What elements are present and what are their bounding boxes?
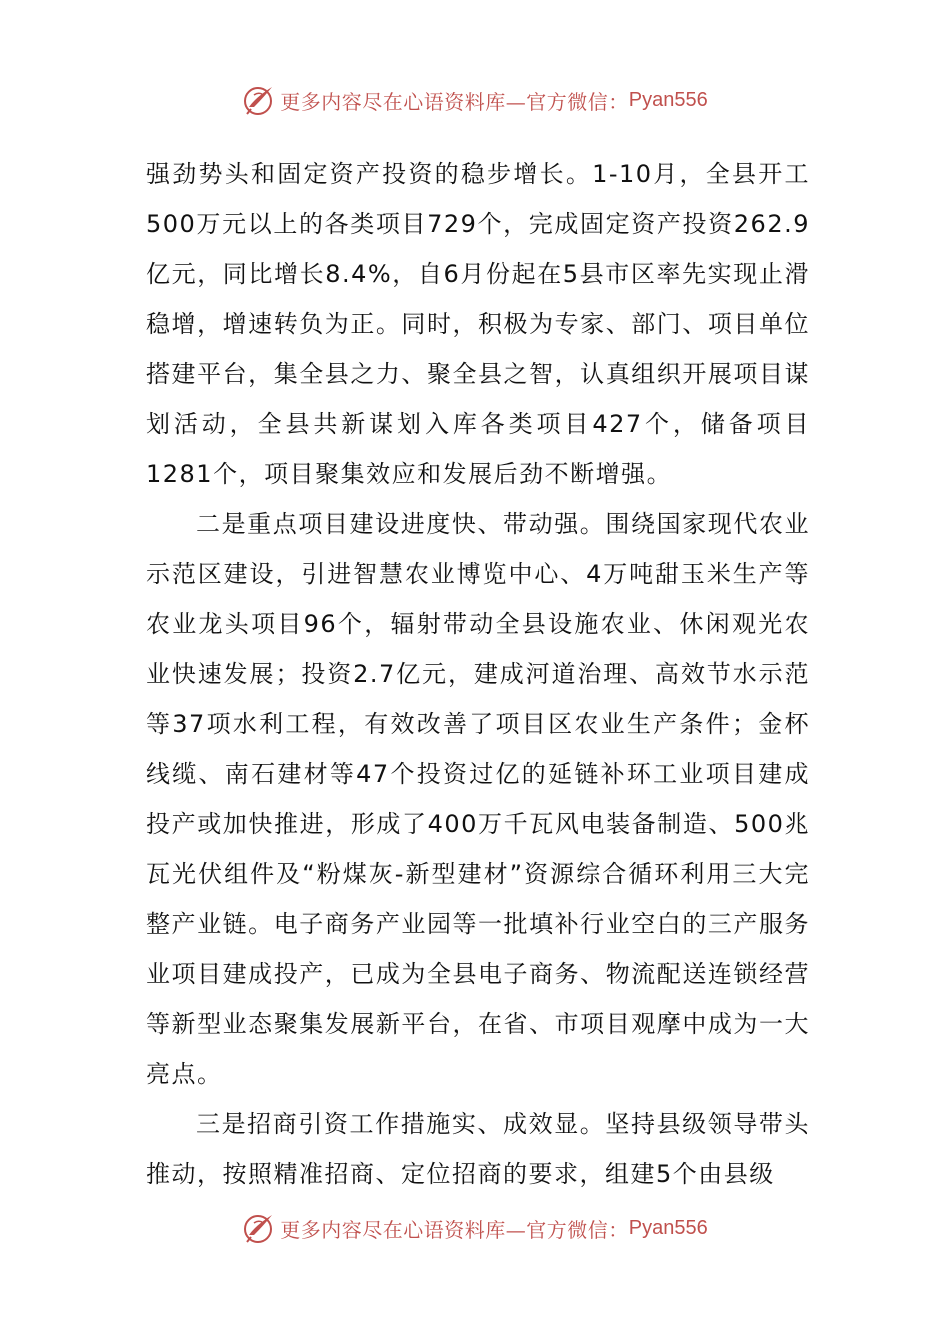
banner-text: 更多内容尽在心语资料库—官方微信：	[280, 1217, 629, 1242]
paragraph-2: 二是重点项目建设进度快、带动强。围绕国家现代农业示范区建设，引进智慧农业博览中心、4万吨甜玉米生产等农业龙头项目96个，辐射带动全县设施农业、休闲观光农业快速发展；投资2.7亿元，建成河道治理、高效节水示范等37项水利工程，有效改善了项目区农业生产条件；金杯线缆、南石建材等47个投资过亿的延链补环工业项目建成投产或加快推进，形成了400万千瓦风电装备制造、500兆瓦光伏组件及“粉煤灰-新型建材”资源综合循环利用三大完整产业链。电子商务产业园等一批填补行业空白的三产服务业项目建成投产，已成为全县电子商务、物流配送连锁经营等新型业态聚集发展新平台，在省、市项目观摩中成为一大亮点。	[146, 510, 810, 1088]
header-banner	[0, 80, 950, 120]
quill-seal-icon	[242, 1211, 276, 1245]
footer-banner	[0, 1208, 950, 1248]
wechat-id: Pyan556	[628, 88, 708, 111]
paragraph-3: 三是招商引资工作措施实、成效显。坚持县级领导带头推动，按照精准招商、定位招商的要求，组建5个由县级	[146, 1110, 810, 1188]
document-body	[146, 149, 810, 1199]
wechat-id: Pyan556	[628, 1216, 708, 1239]
paragraph-1: 强劲势头和固定资产投资的稳步增长。1-10月，全县开工500万元以上的各类项目729个，完成固定资产投资262.9亿元，同比增长8.4%，自6月份起在5县市区率先实现止滑稳增，增速转负为正。同时，积极为专家、部门、项目单位搭建平台，集全县之力、聚全县之智，认真组织开展项目谋划活动，全县共新谋划入库各类项目427个，储备项目1281个，项目聚集效应和发展后劲不断增强。	[146, 160, 810, 488]
banner-text: 更多内容尽在心语资料库—官方微信：	[280, 89, 629, 114]
quill-seal-icon	[242, 83, 276, 117]
